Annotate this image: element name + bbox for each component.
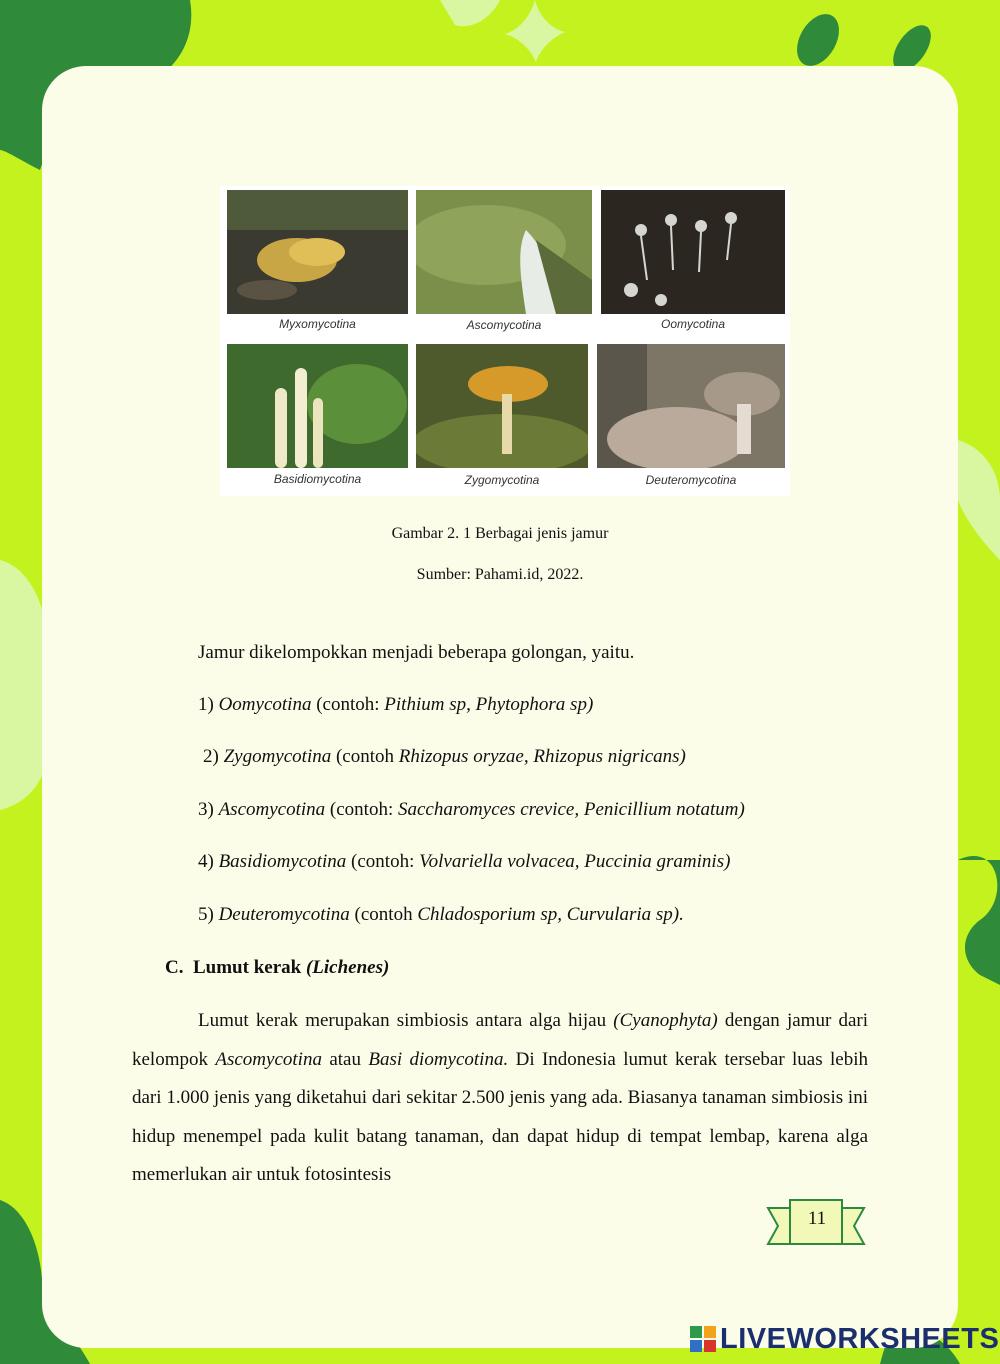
para-text: Di Indonesia lumut kerak tersebar luas lebih dari 1.000 jenis yang diketahui dari sekitar 2.500 jenis yang ada. Biasanya tanaman simbiosis ini hidup menempel pada kulit batang tanaman, dan dapat hidup di tempat lembap, karena alga memerlukan air untuk fotosintesis [132,1048,869,1185]
para-text: Lumut kerak merupakan simbiosis antara alga hijau [198,1010,614,1031]
page-number: 11 [807,1208,827,1229]
para-italic: Basi diomycotina. [368,1048,509,1070]
section-title: Lumut kerak [192,957,306,978]
brand-name: LIVEWORKSHEETS [720,1322,1000,1355]
fungi-figure [220,186,790,496]
right-swirl [958,856,1000,985]
section-title-italic: (Lichenes) [305,957,390,978]
label-zygomycotina: Zygomycotina [464,473,540,487]
label-deuteromycotina: Deuteromycotina [645,473,737,487]
list-mid: (contoh: [311,694,385,715]
fungi-group-name: Zygomycotina [223,746,332,767]
fungi-group-name: Deuteromycotina [218,904,350,925]
fungi-group-name: Basidiomycotina [218,851,347,872]
label-myxomycotina: Myxomycotina [279,317,356,331]
para-text: dengan jamur dari kelompok [132,1010,868,1070]
diamond-shape [505,0,565,62]
fungi-group-name: Ascomycotina [218,799,326,820]
list-item [198,694,593,716]
photo-basidiomycotina [227,344,408,468]
list-item [203,746,686,768]
list-number: 4) [198,851,219,872]
fungi-group-name: Oomycotina [218,694,312,715]
photo-deuteromycotina [597,344,785,468]
list-item [198,904,684,926]
fungi-examples: Chladosporium sp, Curvularia sp). [417,904,684,925]
label-oomycotina: Oomycotina [660,317,726,331]
figure-source: Sumber: Pahami.id, 2022. [416,566,584,583]
lichen-paragraph [132,1002,868,1195]
section-heading [165,957,389,979]
list-number: 5) [198,904,219,925]
list-mid: (contoh: [325,799,398,820]
list-number: 3) [198,799,219,820]
fungi-examples: Volvariella volvacea, Puccinia graminis) [419,851,731,872]
photo-zygomycotina [416,344,588,468]
label-basidiomycotina: Basidiomycotina [273,472,362,486]
photo-myxomycotina [227,190,408,314]
label-ascomycotina: Ascomycotina [466,318,542,332]
list-mid: (contoh [349,904,418,925]
fungi-examples: Saccharomyces crevice, Penicillium notatum) [397,799,745,820]
section-letter: C. [165,957,184,978]
list-number: 1) [198,694,219,715]
para-italic: Ascomycotina [215,1048,322,1070]
liveworksheets-logo[interactable] [690,1322,999,1356]
list-mid: (contoh: [346,851,420,872]
list-item [198,799,745,821]
para-italic: (Cyanophyta) [613,1010,718,1031]
fungi-examples: Rhizopus oryzae, Rhizopus nigricans) [398,746,686,767]
list-mid: (contoh [331,746,399,767]
liveworksheets-icon [690,1326,716,1352]
intro-text: Jamur dikelompokkan menjadi beberapa golongan, yaitu. [198,642,635,663]
para-text: atau [321,1048,369,1070]
list-number: 2) [203,746,224,767]
top-right-leaf-1 [788,7,847,73]
photo-oomycotina [601,190,785,314]
figure-caption: Gambar 2. 1 Berbagai jenis jamur [391,525,609,542]
fungi-examples: Pithium sp, Phytophora sp) [384,694,594,715]
photo-ascomycotina [416,190,592,314]
list-item [198,851,730,873]
top-center-shape [440,0,500,26]
